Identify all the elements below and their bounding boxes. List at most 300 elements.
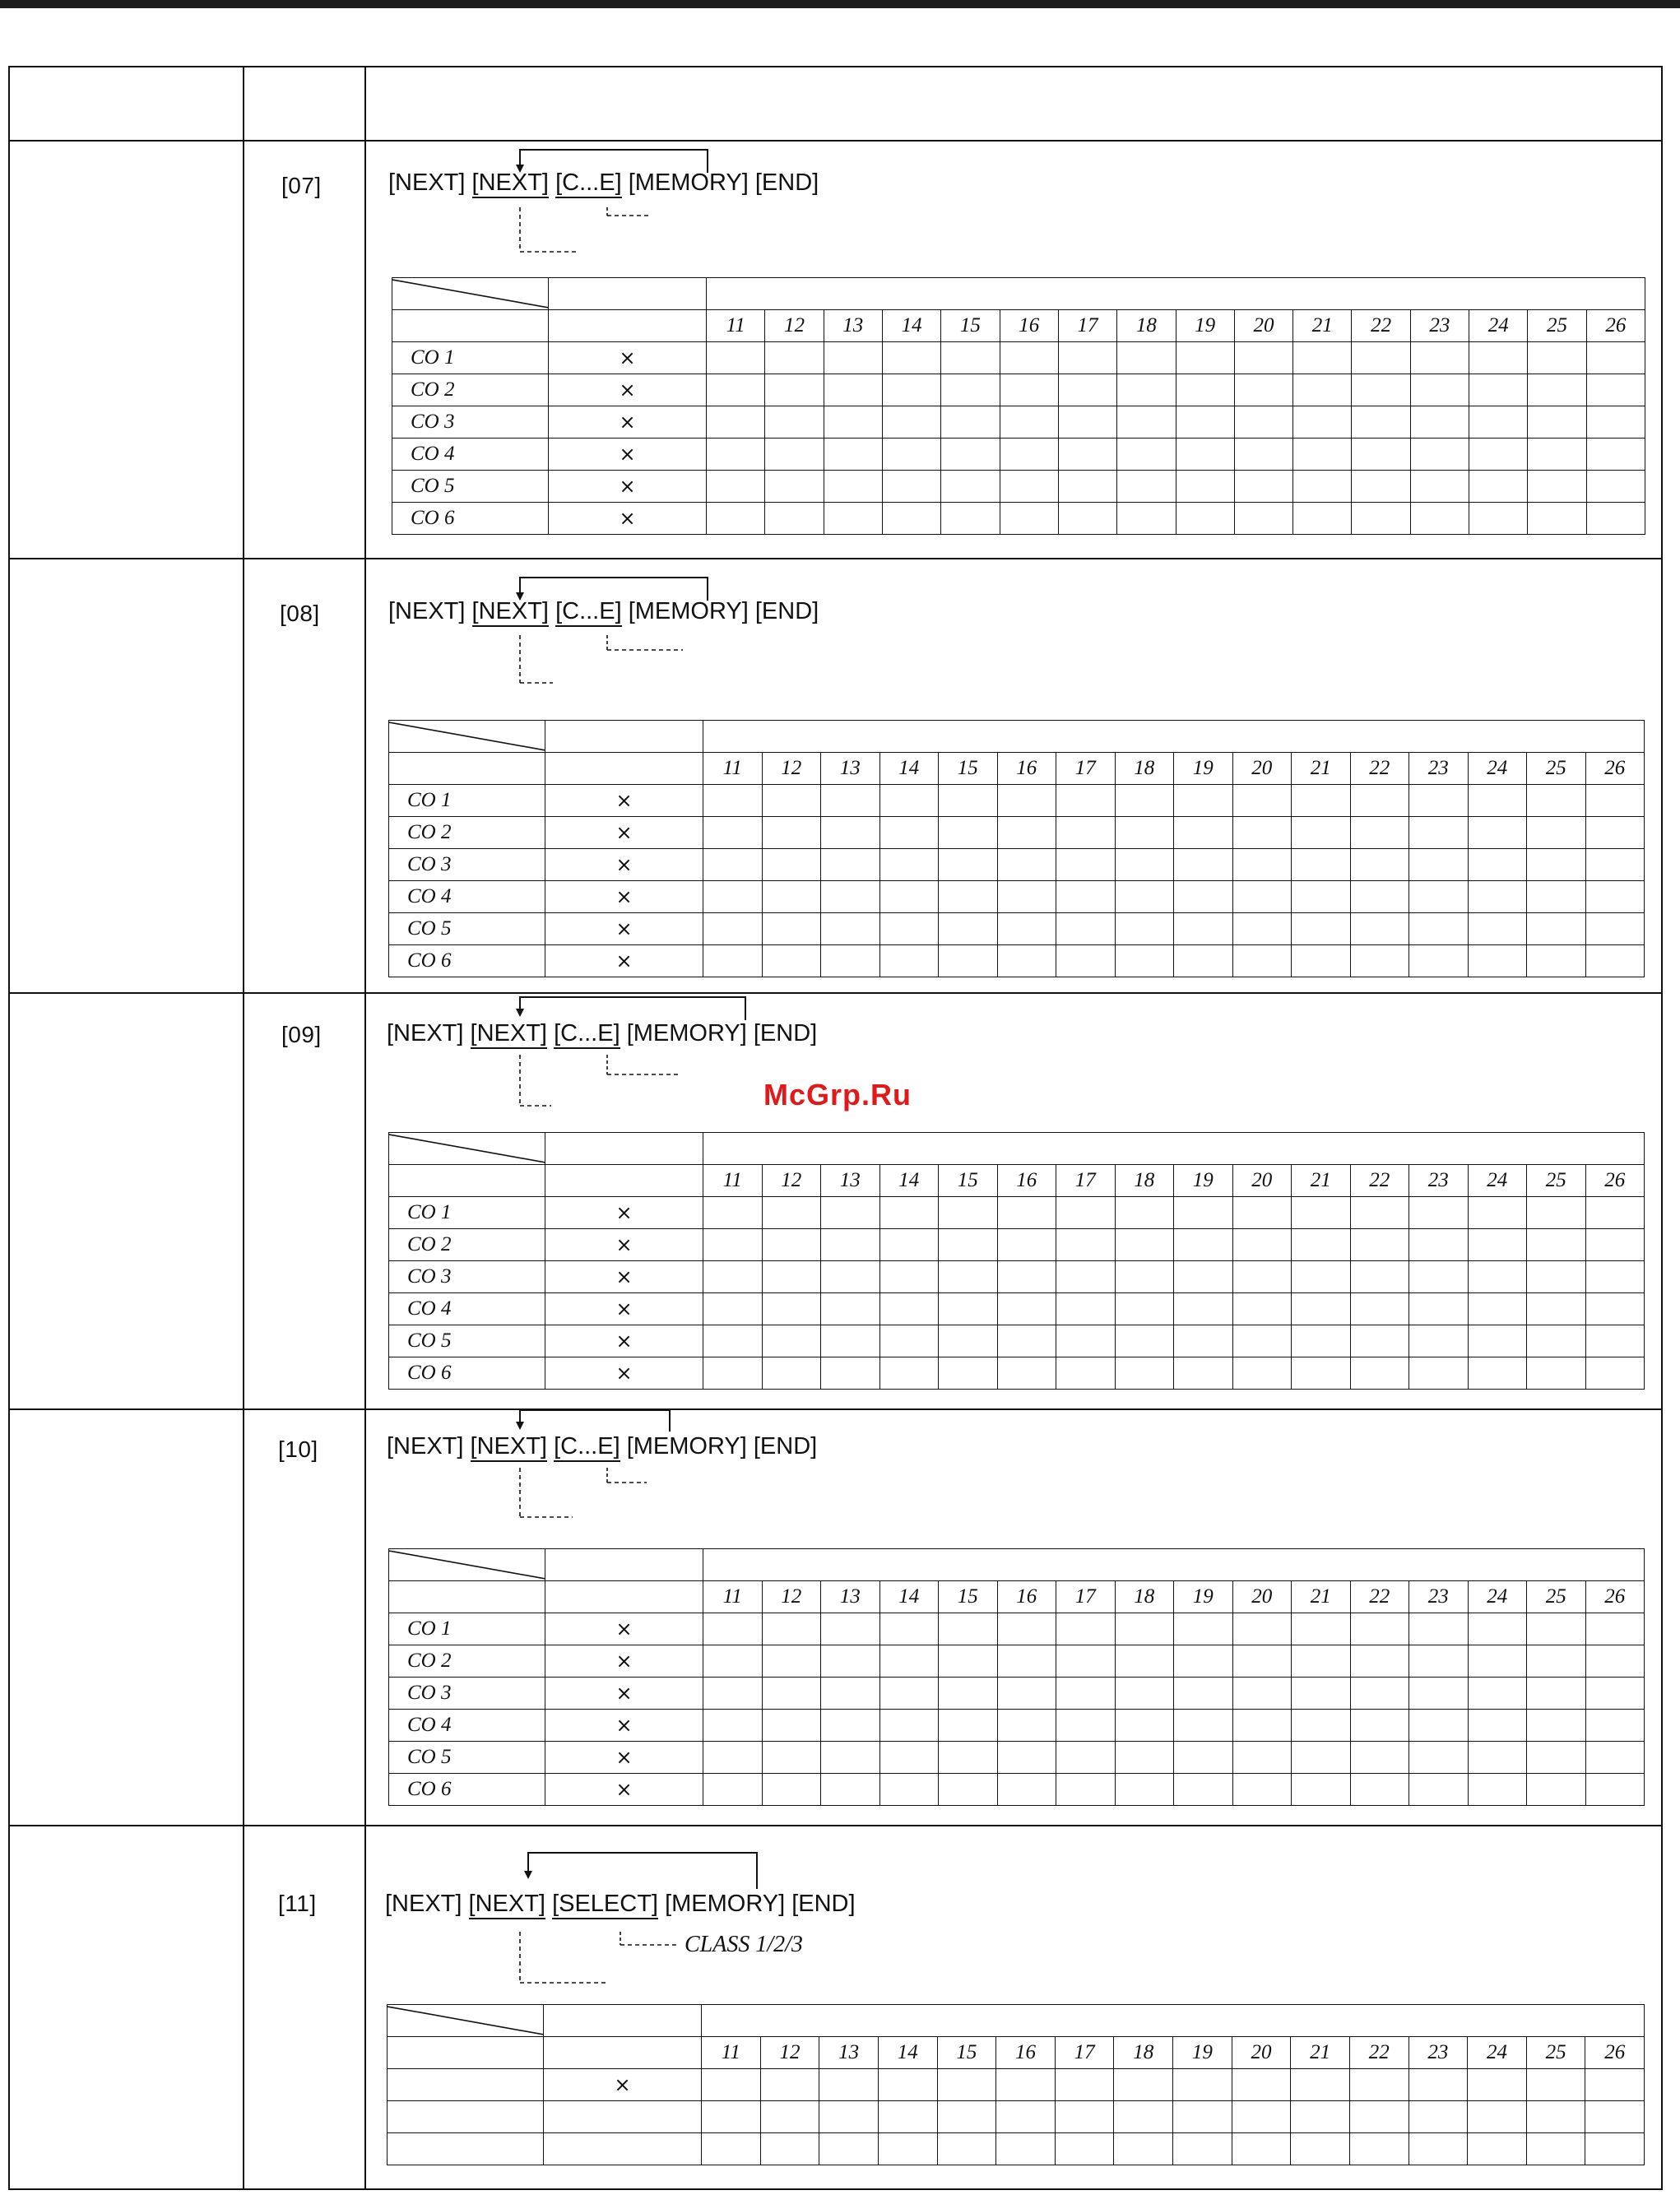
entry-cell[interactable] [1528, 342, 1586, 374]
entry-cell[interactable] [1232, 1293, 1292, 1325]
entry-cell[interactable] [1469, 342, 1528, 374]
entry-cell[interactable] [1174, 1261, 1233, 1293]
entry-cell[interactable] [1526, 2101, 1585, 2133]
entry-cell[interactable] [879, 1678, 939, 1710]
entry-cell[interactable] [1115, 1197, 1174, 1229]
entry-cell[interactable] [762, 785, 821, 817]
entry-cell[interactable] [1350, 1293, 1409, 1325]
entry-cell[interactable] [1350, 913, 1409, 945]
entry-cell[interactable] [1585, 785, 1645, 817]
entry-cell[interactable] [703, 913, 763, 945]
entry-cell[interactable] [1115, 1261, 1174, 1293]
entry-cell[interactable] [1527, 1710, 1586, 1742]
entry-cell[interactable] [1528, 406, 1586, 439]
entry-cell[interactable] [939, 881, 998, 913]
entry-cell[interactable] [1350, 1710, 1409, 1742]
entry-cell[interactable] [765, 503, 824, 535]
entry-cell[interactable] [821, 945, 880, 977]
entry-cell[interactable] [1176, 471, 1234, 503]
entry-cell[interactable] [821, 1742, 880, 1774]
entry-cell[interactable] [1350, 1261, 1409, 1293]
entry-cell[interactable] [1292, 1710, 1351, 1742]
entry-cell[interactable] [821, 1774, 880, 1806]
entry-cell[interactable] [1174, 1678, 1233, 1710]
entry-cell[interactable] [1056, 1357, 1116, 1390]
entry-cell[interactable] [1292, 1742, 1351, 1774]
entry-cell[interactable] [1469, 406, 1528, 439]
entry-cell[interactable] [1173, 2069, 1232, 2101]
entry-cell[interactable] [1292, 1261, 1351, 1293]
entry-cell[interactable] [703, 1325, 763, 1357]
entry-cell[interactable] [1056, 1678, 1116, 1710]
entry-cell[interactable] [879, 881, 939, 913]
entry-cell[interactable] [879, 945, 939, 977]
entry-cell[interactable] [939, 785, 998, 817]
entry-cell[interactable] [762, 1613, 821, 1645]
entry-cell[interactable] [1350, 1229, 1409, 1261]
entry-cell[interactable] [997, 1357, 1056, 1390]
entry-cell[interactable] [997, 1645, 1056, 1678]
entry-cell[interactable] [1409, 1325, 1469, 1357]
entry-cell[interactable] [997, 817, 1056, 849]
entry-cell[interactable] [1232, 1710, 1292, 1742]
entry-cell[interactable] [703, 1710, 763, 1742]
entry-cell[interactable] [821, 1261, 880, 1293]
entry-cell[interactable] [1585, 2069, 1645, 2101]
entry-cell[interactable] [941, 374, 1000, 406]
entry-cell[interactable] [1350, 1357, 1409, 1390]
entry-cell[interactable] [703, 1357, 763, 1390]
entry-cell[interactable] [939, 1742, 998, 1774]
entry-cell[interactable] [703, 817, 763, 849]
entry-cell[interactable] [1409, 1742, 1469, 1774]
entry-cell[interactable] [879, 785, 939, 817]
entry-cell[interactable] [1410, 406, 1469, 439]
entry-cell[interactable] [939, 1613, 998, 1645]
entry-cell[interactable] [1058, 342, 1116, 374]
entry-cell[interactable] [1292, 1645, 1351, 1678]
entry-cell[interactable] [1232, 849, 1292, 881]
entry-cell[interactable] [1117, 406, 1176, 439]
entry-cell[interactable] [1468, 945, 1527, 977]
entry-cell[interactable] [1469, 471, 1528, 503]
entry-cell[interactable] [824, 406, 882, 439]
entry-cell[interactable] [878, 2133, 937, 2165]
entry-cell[interactable] [703, 1261, 763, 1293]
entry-cell[interactable] [879, 1325, 939, 1357]
entry-cell[interactable] [941, 503, 1000, 535]
entry-cell[interactable] [1350, 1613, 1409, 1645]
entry-cell[interactable] [821, 1325, 880, 1357]
entry-cell[interactable] [1056, 785, 1116, 817]
entry-cell[interactable] [878, 2069, 937, 2101]
entry-cell[interactable] [1056, 1293, 1116, 1325]
entry-cell[interactable] [1055, 2133, 1114, 2165]
entry-cell[interactable] [1291, 2133, 1350, 2165]
entry-cell[interactable] [765, 374, 824, 406]
entry-cell[interactable] [997, 881, 1056, 913]
entry-cell[interactable] [1232, 913, 1292, 945]
entry-cell[interactable] [1585, 1710, 1645, 1742]
entry-cell[interactable] [1585, 1197, 1645, 1229]
entry-cell[interactable] [762, 1742, 821, 1774]
entry-cell[interactable] [1409, 817, 1469, 849]
entry-cell[interactable] [997, 785, 1056, 817]
entry-cell[interactable] [1527, 817, 1586, 849]
entry-cell[interactable] [821, 785, 880, 817]
entry-cell[interactable] [939, 1261, 998, 1293]
entry-cell[interactable] [939, 945, 998, 977]
entry-cell[interactable] [703, 1774, 763, 1806]
entry-cell[interactable] [707, 471, 765, 503]
entry-cell[interactable] [707, 503, 765, 535]
entry-cell[interactable] [882, 342, 940, 374]
entry-cell[interactable] [1114, 2069, 1173, 2101]
entry-cell[interactable] [821, 1293, 880, 1325]
entry-cell[interactable] [1174, 817, 1233, 849]
entry-cell[interactable] [1114, 2133, 1173, 2165]
entry-cell[interactable] [1350, 1645, 1409, 1678]
entry-cell[interactable] [1232, 785, 1292, 817]
entry-cell[interactable] [1409, 1678, 1469, 1710]
entry-cell[interactable] [1468, 1678, 1527, 1710]
entry-cell[interactable] [1350, 1742, 1409, 1774]
entry-cell[interactable] [1176, 406, 1234, 439]
entry-cell[interactable] [1468, 1197, 1527, 1229]
entry-cell[interactable] [1174, 913, 1233, 945]
entry-cell[interactable] [765, 342, 824, 374]
entry-cell[interactable] [1350, 945, 1409, 977]
entry-cell[interactable] [1117, 342, 1176, 374]
entry-cell[interactable] [1350, 817, 1409, 849]
entry-cell[interactable] [1527, 1613, 1586, 1645]
entry-cell[interactable] [1585, 849, 1645, 881]
entry-cell[interactable] [1585, 2101, 1645, 2133]
entry-cell[interactable] [1115, 785, 1174, 817]
entry-cell[interactable] [1468, 1229, 1527, 1261]
entry-cell[interactable] [1527, 1293, 1586, 1325]
entry-cell[interactable] [1115, 913, 1174, 945]
entry-cell[interactable] [1585, 1325, 1645, 1357]
entry-cell[interactable] [1468, 2101, 1527, 2133]
entry-cell[interactable] [762, 1325, 821, 1357]
entry-cell[interactable] [762, 1197, 821, 1229]
entry-cell[interactable] [1527, 1645, 1586, 1678]
entry-cell[interactable] [1527, 1229, 1586, 1261]
entry-cell[interactable] [939, 849, 998, 881]
entry-cell[interactable] [1292, 1678, 1351, 1710]
entry-cell[interactable] [1468, 1261, 1527, 1293]
entry-cell[interactable] [762, 1710, 821, 1742]
entry-cell[interactable] [1000, 503, 1058, 535]
entry-cell[interactable] [1409, 1774, 1469, 1806]
entry-cell[interactable] [1409, 1710, 1469, 1742]
entry-cell[interactable] [824, 374, 882, 406]
entry-cell[interactable] [1292, 1325, 1351, 1357]
entry-cell[interactable] [703, 881, 763, 913]
entry-cell[interactable] [1293, 406, 1352, 439]
entry-cell[interactable] [1585, 1229, 1645, 1261]
entry-cell[interactable] [1174, 1613, 1233, 1645]
entry-cell[interactable] [1232, 1229, 1292, 1261]
entry-cell[interactable] [882, 471, 940, 503]
entry-cell[interactable] [762, 1261, 821, 1293]
entry-cell[interactable] [1115, 1774, 1174, 1806]
entry-cell[interactable] [1234, 439, 1292, 471]
entry-cell[interactable] [997, 1229, 1056, 1261]
entry-cell[interactable] [703, 785, 763, 817]
entry-cell[interactable] [1292, 945, 1351, 977]
entry-cell[interactable] [1293, 503, 1352, 535]
entry-cell[interactable] [1234, 406, 1292, 439]
entry-cell[interactable] [997, 1710, 1056, 1742]
entry-cell[interactable] [1058, 374, 1116, 406]
entry-cell[interactable] [1527, 1678, 1586, 1710]
entry-cell[interactable] [1350, 1197, 1409, 1229]
entry-cell[interactable] [1528, 439, 1586, 471]
entry-cell[interactable] [1585, 1645, 1645, 1678]
entry-cell[interactable] [1585, 1357, 1645, 1390]
entry-cell[interactable] [1585, 913, 1645, 945]
entry-cell[interactable] [1115, 1357, 1174, 1390]
entry-cell[interactable] [1410, 374, 1469, 406]
entry-cell[interactable] [1234, 471, 1292, 503]
entry-cell[interactable] [1526, 2069, 1585, 2101]
entry-cell[interactable] [1349, 2101, 1409, 2133]
entry-cell[interactable] [996, 2133, 1056, 2165]
entry-cell[interactable] [1468, 913, 1527, 945]
entry-cell[interactable] [1232, 1325, 1292, 1357]
entry-cell[interactable] [1527, 1261, 1586, 1293]
entry-cell[interactable] [879, 849, 939, 881]
entry-cell[interactable] [882, 406, 940, 439]
entry-cell[interactable] [997, 945, 1056, 977]
entry-cell[interactable] [1469, 374, 1528, 406]
entry-cell[interactable] [1352, 503, 1410, 535]
entry-cell[interactable] [1292, 1197, 1351, 1229]
entry-cell[interactable] [821, 1710, 880, 1742]
entry-cell[interactable] [1410, 471, 1469, 503]
entry-cell[interactable] [1468, 849, 1527, 881]
entry-cell[interactable] [1585, 1678, 1645, 1710]
entry-cell[interactable] [1527, 881, 1586, 913]
entry-cell[interactable] [1409, 945, 1469, 977]
entry-cell[interactable] [1527, 1742, 1586, 1774]
entry-cell[interactable] [882, 503, 940, 535]
entry-cell[interactable] [1056, 945, 1116, 977]
entry-cell[interactable] [1409, 1645, 1469, 1678]
entry-cell[interactable] [937, 2069, 996, 2101]
entry-cell[interactable] [1586, 374, 1645, 406]
entry-cell[interactable] [1232, 2069, 1291, 2101]
entry-cell[interactable] [1174, 1293, 1233, 1325]
entry-cell[interactable] [939, 1197, 998, 1229]
entry-cell[interactable] [1528, 471, 1586, 503]
entry-cell[interactable] [1586, 439, 1645, 471]
entry-cell[interactable] [1292, 913, 1351, 945]
entry-cell[interactable] [819, 2133, 879, 2165]
entry-cell[interactable] [1174, 1742, 1233, 1774]
entry-cell[interactable] [762, 1229, 821, 1261]
entry-cell[interactable] [879, 1261, 939, 1293]
entry-cell[interactable] [879, 1710, 939, 1742]
entry-cell[interactable] [1352, 374, 1410, 406]
entry-cell[interactable] [819, 2101, 879, 2133]
entry-cell[interactable] [1528, 503, 1586, 535]
entry-cell[interactable] [1115, 1293, 1174, 1325]
entry-cell[interactable] [760, 2069, 819, 2101]
entry-cell[interactable] [939, 1645, 998, 1678]
entry-cell[interactable] [1409, 881, 1469, 913]
entry-cell[interactable] [1409, 913, 1469, 945]
entry-cell[interactable] [1468, 1710, 1527, 1742]
entry-cell[interactable] [879, 1357, 939, 1390]
entry-cell[interactable] [997, 1742, 1056, 1774]
entry-cell[interactable] [703, 1645, 763, 1678]
entry-cell[interactable] [1468, 2133, 1527, 2165]
entry-cell[interactable] [1000, 374, 1058, 406]
entry-cell[interactable] [1056, 817, 1116, 849]
entry-cell[interactable] [1232, 1261, 1292, 1293]
entry-cell[interactable] [1115, 945, 1174, 977]
entry-cell[interactable] [1350, 785, 1409, 817]
entry-cell[interactable] [1409, 1261, 1469, 1293]
entry-cell[interactable] [1292, 849, 1351, 881]
entry-cell[interactable] [1468, 1293, 1527, 1325]
entry-cell[interactable] [1350, 881, 1409, 913]
entry-cell[interactable] [1056, 913, 1116, 945]
entry-cell[interactable] [1352, 342, 1410, 374]
entry-cell[interactable] [939, 1357, 998, 1390]
entry-cell[interactable] [1526, 2133, 1585, 2165]
entry-cell[interactable] [824, 342, 882, 374]
entry-cell[interactable] [879, 913, 939, 945]
entry-cell[interactable] [1409, 1293, 1469, 1325]
entry-cell[interactable] [879, 1774, 939, 1806]
entry-cell[interactable] [1000, 342, 1058, 374]
entry-cell[interactable] [762, 849, 821, 881]
entry-cell[interactable] [765, 471, 824, 503]
entry-cell[interactable] [1352, 406, 1410, 439]
entry-cell[interactable] [765, 439, 824, 471]
entry-cell[interactable] [1293, 374, 1352, 406]
entry-cell[interactable] [1410, 342, 1469, 374]
entry-cell[interactable] [1232, 817, 1292, 849]
entry-cell[interactable] [1586, 471, 1645, 503]
entry-cell[interactable] [1585, 1613, 1645, 1645]
entry-cell[interactable] [878, 2101, 937, 2133]
entry-cell[interactable] [1176, 374, 1234, 406]
entry-cell[interactable] [765, 406, 824, 439]
entry-cell[interactable] [1468, 785, 1527, 817]
entry-cell[interactable] [1586, 406, 1645, 439]
entry-cell[interactable] [997, 1197, 1056, 1229]
entry-cell[interactable] [760, 2133, 819, 2165]
entry-cell[interactable] [1232, 1742, 1292, 1774]
entry-cell[interactable] [1468, 1742, 1527, 1774]
entry-cell[interactable] [1174, 1774, 1233, 1806]
entry-cell[interactable] [1232, 2101, 1291, 2133]
entry-cell[interactable] [1293, 342, 1352, 374]
entry-cell[interactable] [1174, 945, 1233, 977]
entry-cell[interactable] [1468, 1613, 1527, 1645]
entry-cell[interactable] [1174, 849, 1233, 881]
entry-cell[interactable] [1234, 342, 1292, 374]
entry-cell[interactable] [1115, 1229, 1174, 1261]
entry-cell[interactable] [1527, 1774, 1586, 1806]
entry-cell[interactable] [1176, 503, 1234, 535]
entry-cell[interactable] [703, 1293, 763, 1325]
entry-cell[interactable] [937, 2101, 996, 2133]
entry-cell[interactable] [1056, 1325, 1116, 1357]
entry-cell[interactable] [821, 1229, 880, 1261]
entry-cell[interactable] [819, 2069, 879, 2101]
entry-cell[interactable] [1292, 817, 1351, 849]
entry-cell[interactable] [1232, 1357, 1292, 1390]
entry-cell[interactable] [1350, 1774, 1409, 1806]
entry-cell[interactable] [1409, 1357, 1469, 1390]
entry-cell[interactable] [762, 817, 821, 849]
entry-cell[interactable] [707, 439, 765, 471]
entry-cell[interactable] [997, 1613, 1056, 1645]
entry-cell[interactable] [1056, 1197, 1116, 1229]
entry-cell[interactable] [997, 1325, 1056, 1357]
entry-cell[interactable] [1468, 817, 1527, 849]
entry-cell[interactable] [1468, 1645, 1527, 1678]
entry-cell[interactable] [1468, 881, 1527, 913]
entry-cell[interactable] [1409, 785, 1469, 817]
entry-cell[interactable] [939, 1229, 998, 1261]
entry-cell[interactable] [821, 817, 880, 849]
entry-cell[interactable] [997, 1774, 1056, 1806]
entry-cell[interactable] [1058, 471, 1116, 503]
entry-cell[interactable] [1291, 2101, 1350, 2133]
entry-cell[interactable] [939, 913, 998, 945]
entry-cell[interactable] [1232, 2133, 1291, 2165]
entry-cell[interactable] [703, 1678, 763, 1710]
entry-cell[interactable] [1173, 2133, 1232, 2165]
entry-cell[interactable] [1527, 913, 1586, 945]
entry-cell[interactable] [1292, 1293, 1351, 1325]
entry-cell[interactable] [1409, 1229, 1469, 1261]
entry-cell[interactable] [1174, 1710, 1233, 1742]
entry-cell[interactable] [1350, 1678, 1409, 1710]
entry-cell[interactable] [707, 374, 765, 406]
entry-cell[interactable] [1115, 849, 1174, 881]
entry-cell[interactable] [762, 1357, 821, 1390]
entry-cell[interactable] [1468, 1325, 1527, 1357]
entry-cell[interactable] [821, 849, 880, 881]
entry-cell[interactable] [1000, 439, 1058, 471]
entry-cell[interactable] [1585, 817, 1645, 849]
entry-cell[interactable] [997, 1261, 1056, 1293]
entry-cell[interactable] [1056, 1742, 1116, 1774]
entry-cell[interactable] [1352, 439, 1410, 471]
entry-cell[interactable] [879, 1229, 939, 1261]
entry-cell[interactable] [879, 1197, 939, 1229]
entry-cell[interactable] [879, 817, 939, 849]
entry-cell[interactable] [1585, 881, 1645, 913]
entry-cell[interactable] [997, 1678, 1056, 1710]
entry-cell[interactable] [1350, 849, 1409, 881]
entry-cell[interactable] [1585, 2133, 1645, 2165]
entry-cell[interactable] [1585, 945, 1645, 977]
entry-cell[interactable] [1056, 1229, 1116, 1261]
entry-cell[interactable] [939, 1325, 998, 1357]
entry-cell[interactable] [937, 2133, 996, 2165]
entry-cell[interactable] [997, 913, 1056, 945]
entry-cell[interactable] [1585, 1774, 1645, 1806]
